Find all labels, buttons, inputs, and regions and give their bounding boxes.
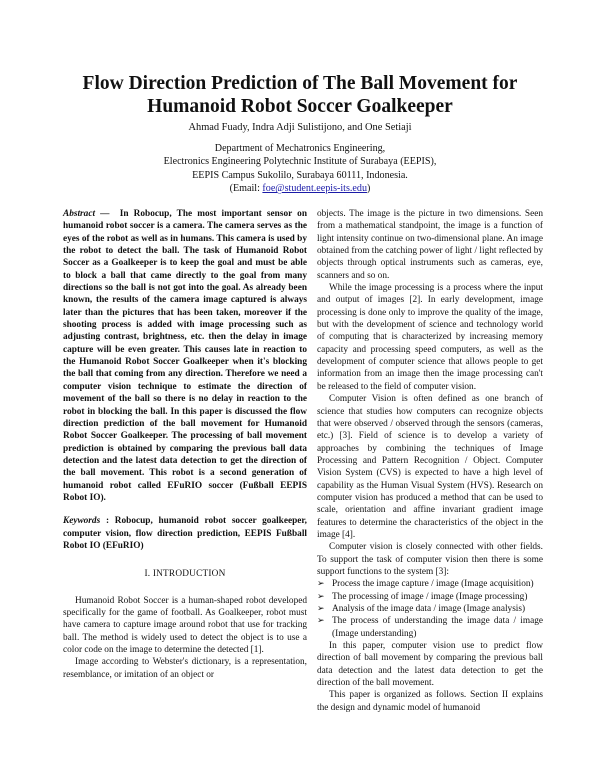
body-paragraph: This paper is organized as follows. Section II explains the design and dynamic model of humanoid: [317, 690, 543, 713]
author-list: Ahmad Fuady, Indra Adji Sulistijono, and One Setiaji: [188, 122, 412, 133]
body-paragraph: objects. The image is the picture in two dimensions. Seen from a mathematical standpoint, the image is a function of light intensity continue on two-dimensional plane. An image obtained from the catching power of light / light reflected by objects through optical instruments such as cameras, eye, scanners and so on.: [317, 209, 543, 281]
email-suffix: ): [367, 183, 371, 195]
abstract-text: In Robocup, The most important sensor on humanoid robot soccer is a camera. The camera serves as the eyes of the robot as well as in humans. This camera is used by the robot to detect the ball. The task of Humanoid Robot Soccer as a Goalkeeper is to keep the goal and must be able to block a ball that came directly to the goal from many directions so the ball is not got into the goal. As already been known, the results of the camera image captured is always later than the pictures that has been taken, moreover if the shooting process is added with image processing such as adjusting contrast, brightness, etc. then the delay in image capture will be even greater. This causes late in reaction to the Humanoid Robot Soccer Goalkeeper when it's blocking the ball that coming from any direction. Therefore we need a computer vision technique to estimate the direction of movement of the ball so there is no delay in reaction to the robot in blocking the ball. In this paper is discussed the flow direction prediction of the ball movement for Humanoid Robot Soccer Goalkeeper. The processing of ball movement prediction is obtained by comparing the previous ball data detection and the latest data detection to get the direction of the ball movement. This robot is a second generation of humanoid robot called EFuRIO soccer (Fußball EEPIS Robot IO).: [63, 209, 307, 503]
intro-paragraph-2: Image according to Webster's dictionary, is a representation, resemblance, or imitation of an object or: [63, 657, 307, 680]
arrow-bullet-icon: ➢: [317, 591, 325, 602]
email-line: [0, 182, 600, 195]
abstract-label: Abstract: [63, 209, 96, 219]
body-paragraph: Computer vision is closely connected with other fields. To support the task of computer vision then there is some support functions to the system [3]:: [317, 542, 543, 577]
list-item: ➢ Analysis of the image data / image (Image analysis): [317, 604, 526, 614]
arrow-bullet-icon: ➢: [317, 604, 325, 614]
right-column: [317, 208, 543, 714]
keywords-label: Keywords: [63, 516, 101, 527]
email-link[interactable]: foe@student.eepis-its.edu: [262, 183, 368, 195]
keywords: [63, 515, 307, 552]
affiliation-line: EEPIS Campus Sukolilo, Surabaya 60111, Indonesia.: [192, 169, 408, 181]
section-heading-introduction: I. INTRODUCTION: [144, 569, 226, 580]
title-line-1: Flow Direction Prediction of The Ball Movement for: [82, 73, 518, 94]
support-functions-list: [317, 578, 543, 640]
body-paragraph: In this paper, computer vision use to predict flow direction of ball movement by comparing the previous ball data detection and the latest data detection to get the direction of the ball movement.: [317, 641, 543, 689]
keywords-text: : Robocup, humanoid robot soccer goalkeeper, computer vision, flow direction prediction, EEPIS Fußball Robot IO (EFuRIO): [63, 516, 308, 551]
list-item: ➢ Process the image capture / image (Image acquisition): [317, 579, 534, 590]
affiliation-line: Department of Mechatronics Engineering,: [214, 143, 386, 154]
list-item: ➢ The processing of image / image (Image processing): [317, 591, 528, 602]
affiliation-line: Electronics Engineering Polytechnic Institute of Surabaya (EEPIS),: [163, 156, 437, 168]
left-column: [63, 208, 307, 681]
list-item: ➢ The process of understanding the image data / image (Image understanding): [317, 616, 543, 639]
body-paragraph: Computer Vision is often defined as one branch of science that studies how computers can recognize objects that were observed / observed through the sensors (cameras, etc.) [3]. Field of science is to develop a variety of approaches by combining the techniques of Image Processing and Pattern Recognition / Object. Computer Vision System (CVS) is expected to have a high level of capability as the Human Visual System (HVS). Research on computer vision has produced a method that can be used to scale, orientation and affine invariant gradient image features to determine the characteristics of the object in the image [4].: [317, 394, 543, 540]
intro-paragraph-1: Humanoid Robot Soccer is a human-shaped robot developed specifically for the game of football. As Goalkeeper, robot must have camera to capture image around robot that use for tracking ball. The method is widely used to detect the object is to use a color code on the image to determine the detected [1].: [63, 595, 307, 655]
abstract: [63, 208, 307, 504]
paper-title: [0, 72, 600, 118]
affiliation-block: [0, 142, 600, 196]
abstract-dash: —: [100, 209, 110, 219]
email-prefix: (Email:: [229, 183, 263, 195]
arrow-bullet-icon: ➢: [317, 579, 325, 590]
arrow-bullet-icon: ➢: [317, 616, 325, 627]
title-line-2: Humanoid Robot Soccer Goalkeeper: [147, 96, 453, 117]
body-paragraph: While the image processing is a process where the input and output of images [2]. In early development, image processing is done only to improve the quality of the image, but with the development of science and technology world of computing that is characterized by increasing memory capacity and processing speed computers, as well as the development of computer science that allows people to get information from an image then the image processing can't be released to the field of computer vision.: [317, 283, 543, 392]
